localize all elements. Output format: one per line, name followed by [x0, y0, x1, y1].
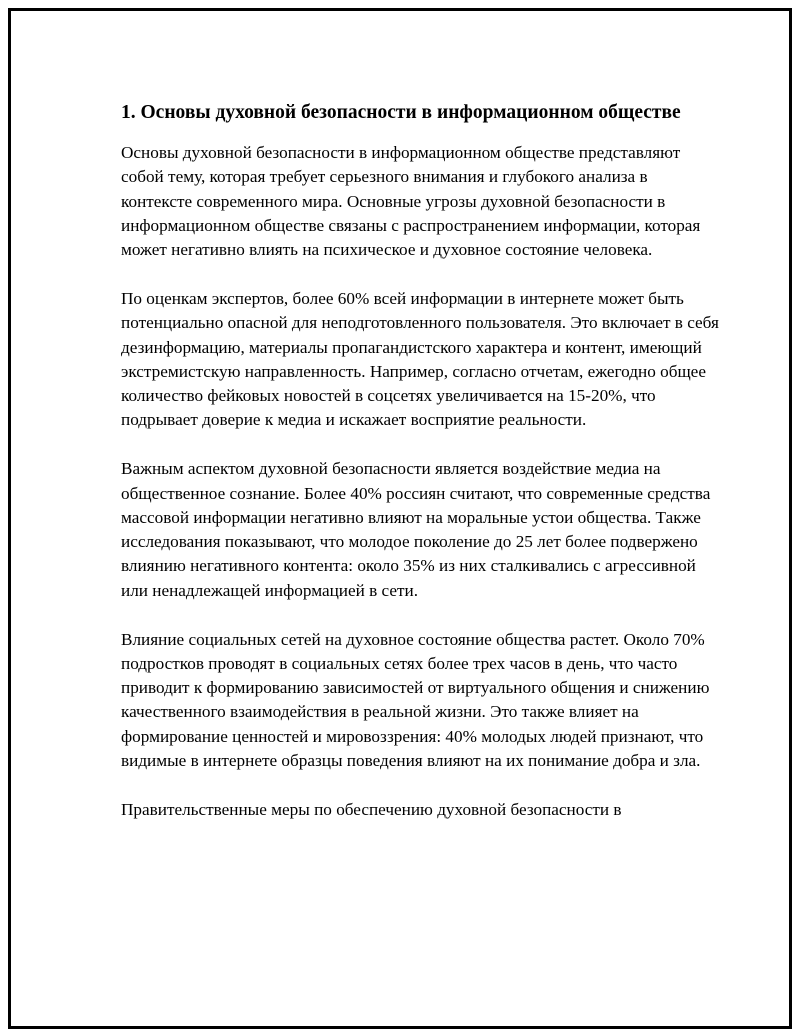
page-title: 1. Основы духовной безопасности в информационном обществе [121, 102, 681, 123]
document-body [121, 99, 721, 822]
paragraph-4: Влияние социальных сетей на духовное состояние общества растет. Около 70% подростков проводят в социальных сетях более трех часов в день, что часто приводит к формированию зависимостей от виртуального общения и снижению качественного взаимодействия в реальной жизни. Это также влияет на формирование ценностей и мировоззрения: 40% молодых людей признают, что видимые в интернете образцы поведения влияют на их понимание добра и зла. [121, 629, 710, 771]
paragraph-1: Основы духовной безопасности в информационном обществе представляют собой тему, которая требует серьезного внимания и глубокого анализа в контексте современного мира. Основные угрозы духовной безопасности в информационном обществе связаны с распространением информации, которая может негативно влиять на психическое и духовное состояние человека. [121, 143, 701, 260]
paragraph-5: Правительственные меры по обеспечению духовной безопасности в [121, 799, 622, 819]
page-frame [8, 8, 792, 1029]
paragraph-2: По оценкам экспертов, более 60% всей информации в интернете может быть потенциально опасной для неподготовленного пользователя. Это включает в себя дезинформацию, материалы пропагандистского характера и контент, имеющий экстремистскую направленность. Например, согласно отчетам, ежегодно общее количество фейковых новостей в соцсетях увеличивается на 15-20%, что подрывает доверие к медиа и искажает восприятие реальности. [121, 288, 719, 430]
paragraph-3: Важным аспектом духовной безопасности является воздействие медиа на общественное сознание. Более 40% россиян считают, что современные средства массовой информации негативно влияют на моральные устои общества. Также исследования показывают, что молодое поколение до 25 лет более подвержено влиянию негативного контента: около 35% из них сталкивались с агрессивной или ненадлежащей информацией в сети. [121, 459, 711, 600]
